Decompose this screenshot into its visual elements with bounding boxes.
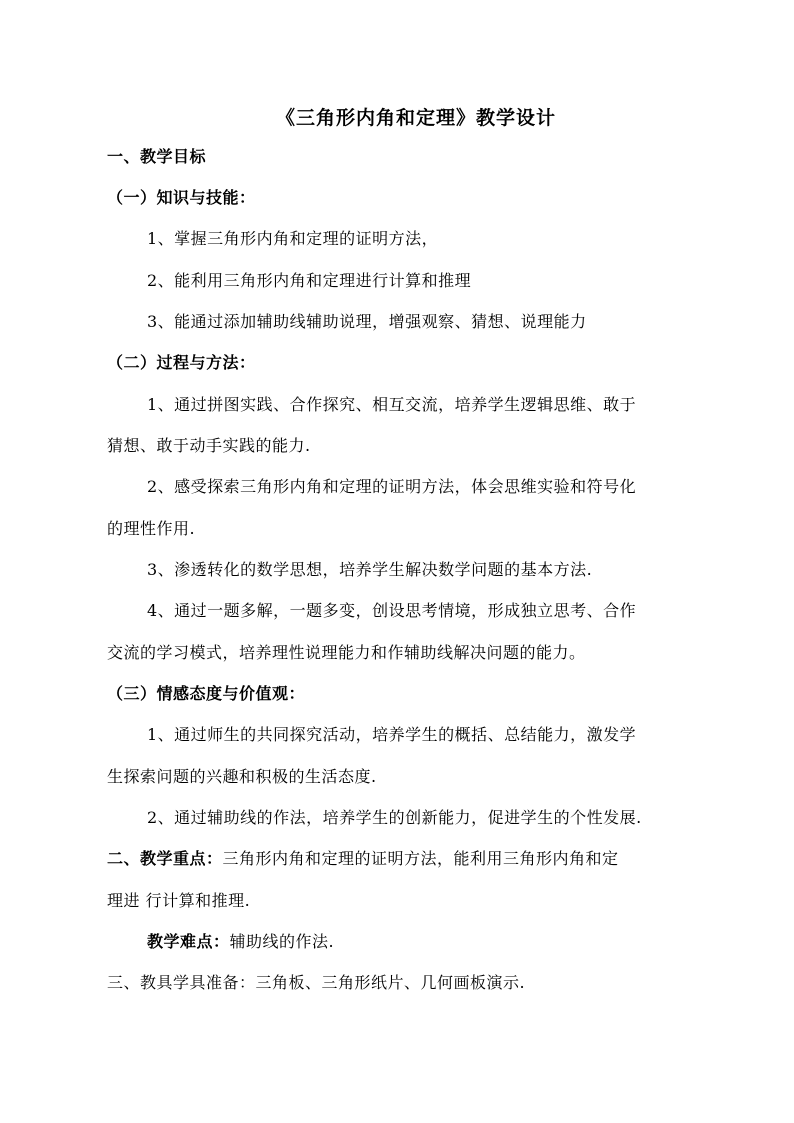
list-item-continuation: 交流的学习模式，培养理性说理能力和作辅助线解决问题的能力。 xyxy=(107,643,586,662)
subsection-heading-knowledge: （一）知识与技能： xyxy=(107,188,256,207)
subsection-heading-attitude: （三）情感态度与价值观： xyxy=(107,684,306,703)
key-points-text: 三角形内角和定理的证明方法，能利用三角形内角和定 xyxy=(222,849,619,868)
teaching-aids-line: 三、教具学具准备：三角板、三角形纸片、几何画板演示. xyxy=(107,973,526,992)
list-item-continuation: 的理性作用. xyxy=(107,519,196,538)
list-item-continuation: 猜想、敢于动手实践的能力. xyxy=(107,436,311,455)
difficulty-text: 辅助线的作法. xyxy=(229,932,335,951)
key-points-line xyxy=(107,849,619,869)
list-item: 3、能通过添加辅助线辅助说理，增强观察、猜想、说理能力 xyxy=(147,312,587,331)
list-item: 2、感受探索三角形内角和定理的证明方法，体会思维实验和符号化 xyxy=(147,477,637,496)
list-item: 1、通过拼图实践、合作探究、相互交流，培养学生逻辑思维、敢于 xyxy=(147,395,637,414)
list-item: 4、通过一题多解，一题多变，创设思考情境，形成独立思考、合作 xyxy=(147,601,637,620)
difficulty-label: 教学难点： xyxy=(147,932,230,951)
list-item: 1、掌握三角形内角和定理的证明方法， xyxy=(147,229,439,248)
list-item: 2、能利用三角形内角和定理进行计算和推理 xyxy=(147,271,472,290)
difficulty-line xyxy=(147,932,334,952)
list-item: 2、通过辅助线的作法，培养学生的创新能力，促进学生的个性发展. xyxy=(147,808,642,827)
key-points-continuation: 理进 行计算和推理. xyxy=(107,891,251,910)
list-item-continuation: 生探索问题的兴趣和积极的生活态度. xyxy=(107,767,377,786)
key-points-label: 二、教学重点： xyxy=(107,849,223,868)
section-heading-objectives: 一、教学目标 xyxy=(107,147,207,166)
list-item: 3、渗透转化的数学思想，培养学生解决数学问题的基本方法. xyxy=(147,560,593,579)
list-item: 1、通过师生的共同探究活动，培养学生的概括、总结能力，激发学 xyxy=(147,725,637,744)
document-title: 《三角形内角和定理》教学设计 xyxy=(276,107,557,129)
subsection-heading-process: （二）过程与方法： xyxy=(107,353,256,372)
